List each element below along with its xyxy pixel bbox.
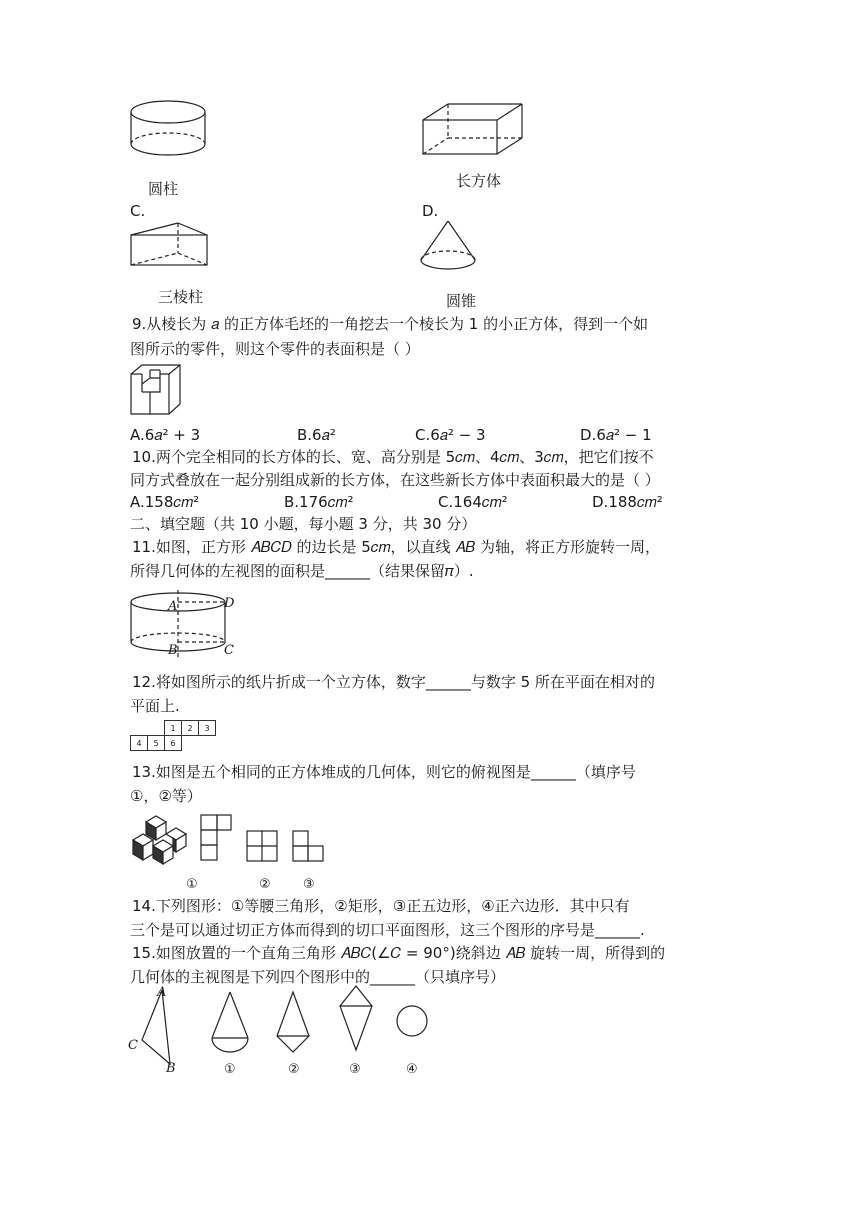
cube-with-notch-figure (128, 362, 184, 418)
q10-line2: 同方式叠放在一起分别组成新的长方体，在这些新长方体中表面积最大的是（ ） (130, 471, 660, 489)
view-num-3: ③ (303, 877, 315, 892)
net-cell: 6 (165, 736, 182, 751)
q15-line1: 15.如图放置的一个直角三角形 𝐴𝐵𝐶(∠𝐶 = 90°)绕斜边 𝐴𝐵 旋转一周，所得到的 (132, 944, 666, 962)
triangle-label-b: B (166, 1061, 176, 1076)
q10-option-a: A.158𝑐𝑚² (130, 493, 200, 511)
view-shape-1 (208, 990, 252, 1060)
view-option-1 (198, 812, 234, 862)
label-c: C (224, 643, 234, 658)
triangle-label-a: A (157, 985, 167, 1000)
cone-figure (418, 218, 480, 274)
q10-option-d: D.188𝑐𝑚² (592, 493, 663, 511)
q9-option-c: C.6𝑎² − 3 (415, 426, 486, 444)
cuboid-figure (420, 100, 530, 160)
triangle-label-c: C (128, 1038, 138, 1053)
q15-line2: 几何体的主视图是下列四个图形中的______（只填序号） (130, 968, 506, 986)
section-heading: 二、填空题（共 10 小题，每小题 3 分，共 30 分） (130, 515, 477, 533)
q12-line1: 12.将如图所示的纸片折成一个立方体，数字______与数字 5 所在平面在相对的 (132, 673, 655, 691)
shape-num-2: ② (288, 1062, 300, 1077)
option-a-label: 圆柱 (148, 180, 179, 198)
view-shape-3 (336, 984, 376, 1054)
q11-line2: 所得几何体的左视图的面积是______（结果保留𝜋）. (130, 562, 474, 580)
option-c-letter: C. (130, 202, 146, 220)
view-shape-2 (273, 990, 313, 1056)
label-a: A (168, 599, 178, 614)
net-cell: 1 (165, 721, 182, 736)
net-cell: 4 (131, 736, 148, 751)
cube-net (130, 720, 216, 751)
shape-num-1: ① (224, 1062, 236, 1077)
q12-line2: 平面上. (130, 697, 180, 715)
q9-line1: 9.从棱长为 𝑎 的正方体毛坯的一角挖去一个棱长为 1 的小正方体，得到一个如 (132, 315, 649, 333)
q9-option-d: D.6𝑎² − 1 (580, 426, 652, 444)
q14-line1: 14.下列图形：①等腰三角形，②矩形，③正五边形，④正六边形．其中只有 (132, 897, 630, 915)
q9-line2: 图所示的零件，则这个零件的表面积是（ ） (130, 340, 420, 358)
q10-line1: 10.两个完全相同的长方体的长、宽、高分别是 5𝑐𝑚、4𝑐𝑚、3𝑐𝑚，把它们按不 (132, 448, 654, 466)
net-cell: 3 (199, 721, 216, 736)
option-c-label: 三棱柱 (158, 288, 204, 306)
option-d-letter: D. (422, 202, 439, 220)
view-shape-4 (395, 1004, 431, 1040)
shape-num-4: ④ (406, 1062, 418, 1077)
view-option-3 (290, 828, 326, 864)
triangular-prism-figure (128, 220, 212, 270)
q13-line1: 13.如图是五个相同的正方体堆成的几何体，则它的俯视图是______（填序号 (132, 763, 636, 781)
rotated-square-cylinder-figure (128, 592, 238, 658)
q14-line2: 三个是可以通过切正方体而得到的切口平面图形，这三个图形的序号是______. (130, 921, 645, 939)
option-d-label: 圆锥 (446, 292, 477, 310)
label-d: D (224, 596, 235, 611)
view-option-2 (244, 828, 280, 864)
q9-option-b: B.6𝑎² (297, 426, 336, 444)
q9-option-a: A.6𝑎² + 3 (130, 426, 201, 444)
option-b-label: 长方体 (456, 172, 502, 190)
q11-line1: 11.如图，正方形 𝐴𝐵𝐶𝐷 的边长是 5𝑐𝑚，以直线 𝐴𝐵 为轴，将正方形旋转一周， (132, 538, 661, 556)
q13-line2: ①，②等） (130, 787, 202, 805)
net-cell: 5 (148, 736, 165, 751)
net-cell: 2 (182, 721, 199, 736)
shape-num-3: ③ (349, 1062, 361, 1077)
view-num-2: ② (259, 877, 271, 892)
q10-option-c: C.164𝑐𝑚² (438, 493, 508, 511)
cylinder-figure (128, 100, 212, 160)
label-b: B (168, 643, 178, 658)
view-num-1: ① (186, 877, 198, 892)
stacked-cubes-figure (130, 814, 188, 866)
q10-option-b: B.176𝑐𝑚² (284, 493, 354, 511)
